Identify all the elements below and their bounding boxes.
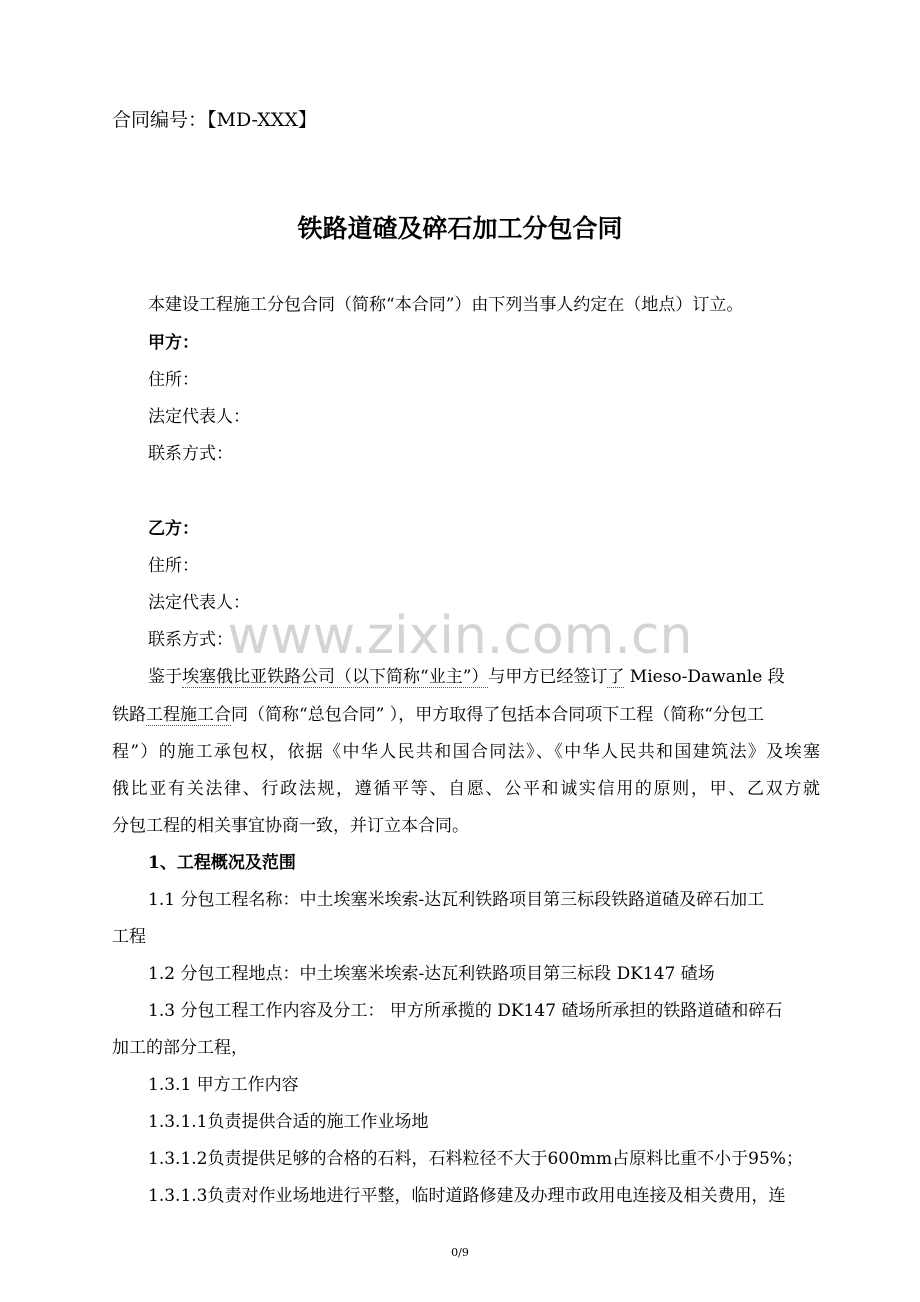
party-a-contact: 联系方式： (148, 444, 233, 464)
whereas-text: 与甲方已经签订 (488, 667, 608, 687)
clause-1-1: 1.1 分包工程名称：中土埃塞米埃索-达瓦利铁路项目第三标段铁路道碴及碎石加工 (148, 890, 765, 910)
contract-number: 合同编号：【MD-XXX】 (112, 109, 317, 131)
whereas-line-5: 分包工程的相关事宜协商一致，并订立本合同。 (112, 816, 469, 836)
section-1-heading: 1、工程概况及范围 (148, 853, 296, 873)
whereas-text: 了 (607, 667, 625, 687)
party-b-address: 住所： (148, 556, 199, 576)
party-a-legal-rep: 法定代表人： (148, 407, 250, 427)
page-number: 0/9 (451, 1246, 469, 1259)
clause-1-1-continued: 工程 (112, 927, 146, 947)
party-b-label: 乙方： (148, 519, 199, 539)
party-b-legal-rep: 法定代表人： (148, 593, 250, 613)
owner-reference: 埃塞俄比亚铁路公司（以下简称“业主”） (182, 667, 489, 687)
whereas-line-2 (112, 704, 764, 726)
document-title: 铁路道碴及碎石加工分包合同 (297, 214, 623, 243)
whereas-text: 铁路 (112, 705, 146, 725)
clause-1-2: 1.2 分包工程地点：中土埃塞米埃索-达瓦利铁路项目第三标段 DK147 碴场 (148, 964, 715, 984)
clause-1-3-1-2: 1.3.1.2负责提供足够的合格的石料，石料粒径不大于600mm占原料比重不小于95%； (148, 1149, 803, 1169)
whereas-text: 同（简称“总包合同” ），甲方取得了包括本合同项下工程（简称“分包工 (231, 705, 764, 725)
contract-reference: 工程施工合 (146, 705, 231, 725)
party-b-contact: 联系方式： (148, 630, 233, 650)
clause-1-3: 1.3 分包工程工作内容及分工： 甲方所承揽的 DK147 碴场所承担的铁路道碴和碎石 (148, 1001, 783, 1021)
clause-1-3-1-1: 1.3.1.1负责提供合适的施工作业场地 (148, 1112, 429, 1132)
watermark: www.zixin.com.cn (227, 606, 693, 666)
clause-1-3-1-3: 1.3.1.3负责对作业场地进行平整，临时道路修建及办理市政用电连接及相关费用，连 (148, 1186, 786, 1206)
party-a-address: 住所： (148, 370, 199, 390)
whereas-text: 鉴于 (148, 667, 182, 687)
party-a-label: 甲方： (148, 333, 199, 353)
intro-paragraph: 本建设工程施工分包合同（简称“本合同”）由下列当事人约定在（地点）订立。 (148, 295, 744, 315)
clause-1-3-continued: 加工的部分工程， (112, 1038, 248, 1058)
whereas-text: Mieso-Dawanle 段 (624, 667, 785, 687)
clause-1-3-1: 1.3.1 甲方工作内容 (148, 1075, 299, 1095)
whereas-line-1 (148, 666, 785, 688)
whereas-line-3: 程”）的施工承包权，依据《中华人民共和国合同法》、《中华人民共和国建筑法》及埃塞 (112, 742, 820, 762)
whereas-line-4: 俄比亚有关法律、行政法规，遵循平等、自愿、公平和诚实信用的原则，甲、乙双方就 (112, 779, 820, 799)
